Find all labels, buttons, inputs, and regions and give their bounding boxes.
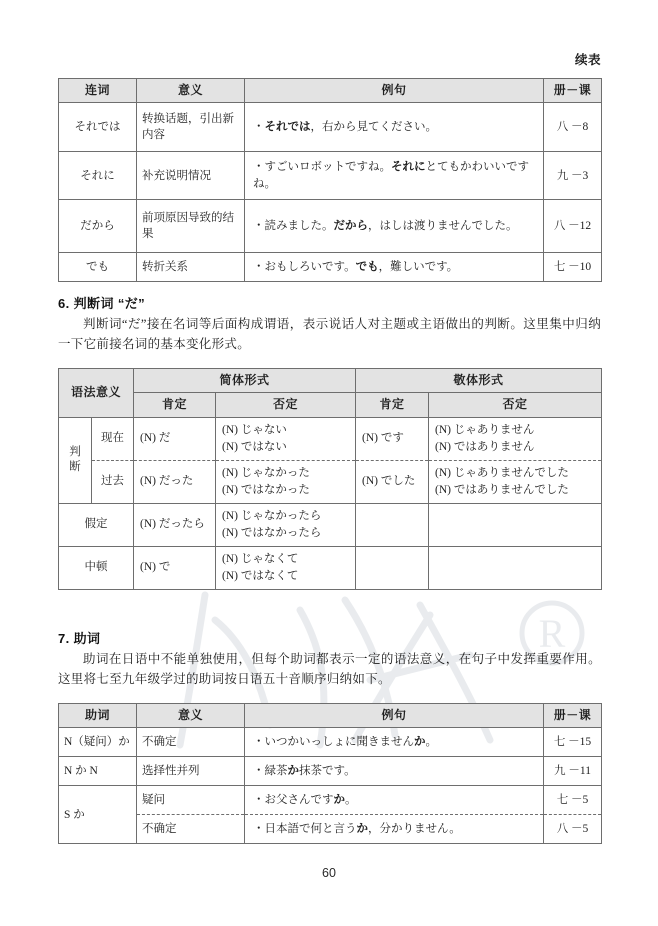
cell-plain-negative xyxy=(216,460,356,503)
table-row xyxy=(59,253,602,282)
column-header-plain-affirmative: 肯定 xyxy=(134,393,216,417)
polite-negative-line-1: (N) じゃありませんでした xyxy=(435,467,569,480)
cell-book-lesson: 八 －8 xyxy=(544,103,602,152)
cell-plain-negative xyxy=(216,417,356,460)
cell-meaning: 前项原因导致的结果 xyxy=(137,200,245,253)
table-row xyxy=(59,152,602,200)
group-label-char-1: 判 xyxy=(69,445,81,458)
table-header-row-top xyxy=(59,369,602,393)
cell-word: だから xyxy=(59,200,137,253)
plain-negative-line-2: (N) ではない xyxy=(222,440,287,453)
column-header-word: 连词 xyxy=(59,79,137,103)
cell-particle: N（疑问）か xyxy=(59,728,137,757)
column-header-example: 例句 xyxy=(245,79,544,103)
cell-particle: S か xyxy=(59,786,137,844)
continued-table-label: 续表 xyxy=(574,53,601,67)
column-header-polite-affirmative: 肯定 xyxy=(356,393,429,417)
cell-example xyxy=(245,253,544,282)
cell-meaning: 补充说明情况 xyxy=(137,152,245,200)
example-rest: 抹茶です。 xyxy=(299,765,356,778)
example-bold: か xyxy=(287,765,299,778)
cell-example xyxy=(245,103,544,152)
cell-polite-negative xyxy=(429,417,602,460)
section-7-paragraph: 助词在日语中不能单独使用，但每个助词都表示一定的语法意义，在句子中发挥重要作用。这里将七至九年级学过的助词按日语五十音顺序归纳如下。 xyxy=(58,652,601,687)
column-header-polite-form: 敬体形式 xyxy=(356,369,602,393)
example-prefix: ・ xyxy=(253,736,265,749)
table-row xyxy=(59,728,602,757)
conjunctions-table xyxy=(58,78,602,282)
example-pre: 読みました。 xyxy=(264,220,334,233)
cell-polite-affirmative xyxy=(356,546,429,589)
cell-meaning: 不确定 xyxy=(137,815,245,844)
example-bold: それに xyxy=(391,161,426,174)
cell-tense-past: 过去 xyxy=(92,460,134,503)
cell-example xyxy=(245,200,544,253)
table-row xyxy=(59,200,602,253)
group-label-char-2: 断 xyxy=(69,461,81,474)
column-header-polite-negative: 否定 xyxy=(429,393,602,417)
example-bold: か xyxy=(356,823,368,836)
cell-polite-affirmative xyxy=(356,503,429,546)
example-rest: 。 xyxy=(425,736,437,749)
column-header-example: 例句 xyxy=(245,704,544,728)
cell-tense-present: 现在 xyxy=(92,417,134,460)
cell-label-hypothetical: 假定 xyxy=(59,503,134,546)
cell-word: でも xyxy=(59,253,137,282)
cell-plain-affirmative: (N) だ xyxy=(134,417,216,460)
page-number: 60 xyxy=(322,866,336,880)
table-row-past xyxy=(59,460,602,503)
section-6-heading: 6. 判断词 “だ” xyxy=(58,296,146,311)
table-row xyxy=(59,815,602,844)
cell-polite-negative xyxy=(429,546,602,589)
example-prefix: ・ xyxy=(253,261,265,274)
column-header-meaning: 意义 xyxy=(137,79,245,103)
table-row xyxy=(59,103,602,152)
cell-particle: N か N xyxy=(59,757,137,786)
column-header-particle: 助词 xyxy=(59,704,137,728)
cell-meaning: 不确定 xyxy=(137,728,245,757)
cell-book-lesson: 七 －10 xyxy=(544,253,602,282)
plain-negative-line-1: (N) じゃない xyxy=(222,424,287,437)
section-6-paragraph: 判断词“だ”接在名词等后面构成谓语，表示说话人对主题或主语做出的判断。这里集中归纳一下它前接名词的基本变化形式。 xyxy=(58,317,601,352)
column-header-book-lesson: 册－课 xyxy=(544,79,602,103)
cell-polite-affirmative: (N) でした xyxy=(356,460,429,503)
cell-book-lesson: 九 －11 xyxy=(544,757,602,786)
example-prefix: ・ xyxy=(253,220,265,233)
example-pre: 緑茶 xyxy=(264,765,288,778)
example-prefix: ・ xyxy=(253,765,265,778)
column-header-grammar-meaning: 语法意义 xyxy=(59,369,134,418)
example-bold: だから xyxy=(333,220,368,233)
da-forms-table xyxy=(58,368,602,590)
example-bold: か xyxy=(414,736,426,749)
cell-book-lesson: 七 －15 xyxy=(544,728,602,757)
cell-example xyxy=(245,815,544,844)
section-7-heading: 7. 助词 xyxy=(58,631,101,646)
column-header-plain-form: 简体形式 xyxy=(134,369,356,393)
table-row xyxy=(59,786,602,815)
cell-example xyxy=(245,728,544,757)
polite-negative-line-2: (N) ではありません xyxy=(435,440,535,453)
cell-meaning: 转换话题，引出新内容 xyxy=(137,103,245,152)
table-row xyxy=(59,757,602,786)
example-rest: 。 xyxy=(345,794,357,807)
cell-plain-affirmative: (N) だった xyxy=(134,460,216,503)
example-pre: 日本語で何と言う xyxy=(264,823,357,836)
example-bold: か xyxy=(333,794,345,807)
cell-plain-negative xyxy=(216,503,356,546)
cell-word: それに xyxy=(59,152,137,200)
cell-example xyxy=(245,152,544,200)
cell-group-label-judgement xyxy=(59,417,92,503)
cell-book-lesson: 八 －12 xyxy=(544,200,602,253)
example-rest: ，難しいです。 xyxy=(378,261,459,274)
plain-negative-line-2: (N) ではなかった xyxy=(222,483,310,496)
cell-example xyxy=(245,786,544,815)
cell-book-lesson: 九 －3 xyxy=(544,152,602,200)
plain-negative-line-2: (N) ではなくて xyxy=(222,569,299,582)
table-row-present xyxy=(59,417,602,460)
cell-polite-affirmative: (N) です xyxy=(356,417,429,460)
column-header-book-lesson: 册－课 xyxy=(544,704,602,728)
table-row-pause xyxy=(59,546,602,589)
example-rest: ，右から見てください。 xyxy=(310,121,437,134)
example-rest: ，分かりません。 xyxy=(368,823,461,836)
plain-negative-line-1: (N) じゃなかったら xyxy=(222,510,322,523)
table-header-row-sub xyxy=(59,393,602,417)
particles-table xyxy=(58,703,602,844)
svg-text:R: R xyxy=(538,611,566,656)
cell-example xyxy=(245,757,544,786)
cell-meaning: 转折关系 xyxy=(137,253,245,282)
cell-book-lesson: 八 －5 xyxy=(544,815,602,844)
table-row-hypothetical xyxy=(59,503,602,546)
cell-meaning: 选择性并列 xyxy=(137,757,245,786)
plain-negative-line-1: (N) じゃなかった xyxy=(222,467,310,480)
cell-meaning: 疑问 xyxy=(137,786,245,815)
column-header-meaning: 意义 xyxy=(137,704,245,728)
cell-polite-negative xyxy=(429,460,602,503)
cell-plain-negative xyxy=(216,546,356,589)
table-header-row xyxy=(59,704,602,728)
example-pre: いつかいっしょに聞きません xyxy=(264,736,414,749)
plain-negative-line-2: (N) ではなかったら xyxy=(222,526,322,539)
table-header-row xyxy=(59,79,602,103)
example-pre: すごいロボットですね。 xyxy=(264,161,391,174)
polite-negative-line-2: (N) ではありませんでした xyxy=(435,483,569,496)
cell-plain-affirmative: (N) だったら xyxy=(134,503,216,546)
example-prefix: ・ xyxy=(253,794,265,807)
cell-word: それでは xyxy=(59,103,137,152)
example-pre: おもしろいです。 xyxy=(264,261,356,274)
cell-plain-affirmative: (N) で xyxy=(134,546,216,589)
example-prefix: ・ xyxy=(253,823,265,836)
cell-book-lesson: 七 －5 xyxy=(544,786,602,815)
example-prefix: ・ xyxy=(253,121,265,134)
example-bold: でも xyxy=(355,261,379,274)
example-pre: お父さんです xyxy=(264,794,334,807)
example-rest: ，はしは渡りませんでした。 xyxy=(368,220,518,233)
column-header-plain-negative: 否定 xyxy=(216,393,356,417)
example-bold: それでは xyxy=(264,121,311,134)
cell-polite-negative xyxy=(429,503,602,546)
plain-negative-line-1: (N) じゃなくて xyxy=(222,553,299,566)
example-rest: とてもかわいいですね。 xyxy=(253,161,529,190)
cell-label-pause: 中顿 xyxy=(59,546,134,589)
polite-negative-line-1: (N) じゃありません xyxy=(435,424,535,437)
example-prefix: ・ xyxy=(253,161,265,174)
